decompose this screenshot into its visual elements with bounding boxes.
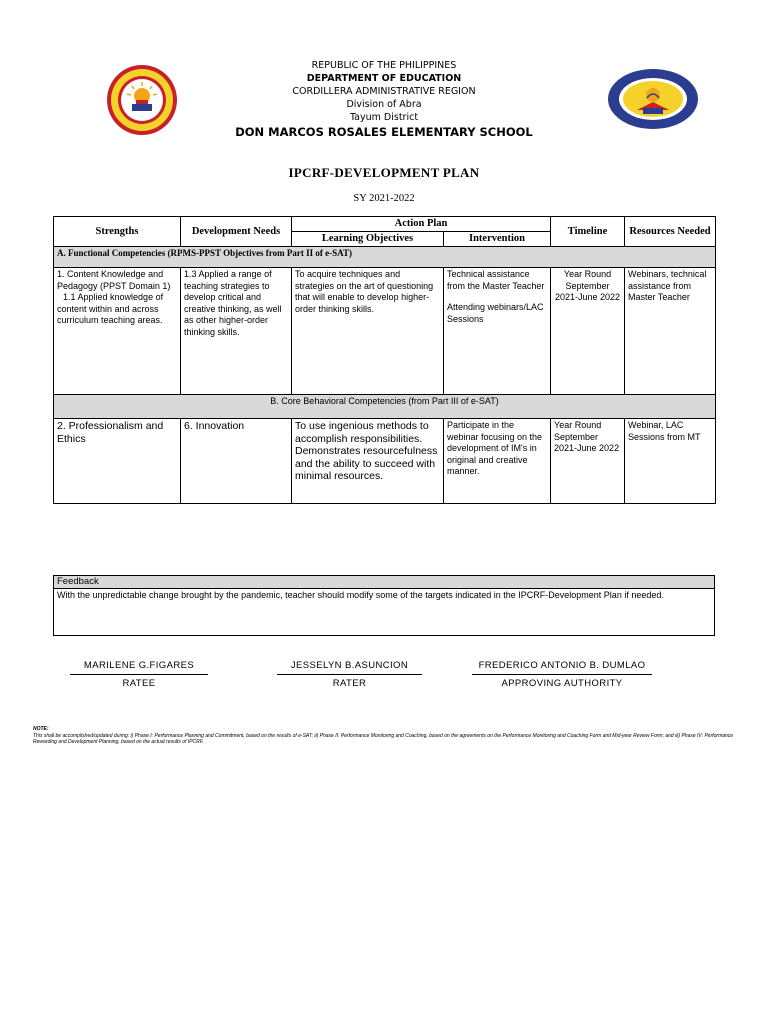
row-b-timeline: Year Round September 2021-June 2022 (551, 419, 625, 504)
note-label: NOTE: (33, 726, 49, 732)
header-republic: REPUBLIC OF THE PHILIPPINES (311, 60, 457, 71)
approving-authority-role: APPROVING AUTHORITY (501, 678, 623, 689)
rater-name: JESSELYN B.ASUNCION (277, 660, 422, 675)
header-block (0, 59, 768, 124)
signatory-ratee (70, 660, 208, 689)
ratee-role: RATEE (122, 678, 156, 689)
feedback-text: With the unpredictable change brought by the pandemic, teacher should modify some of the targets indicated in the IPCRF-Development Plan if needed. (57, 590, 664, 600)
header-learning-objectives: Learning Objectives (292, 232, 444, 247)
row-a-intervention-1: Technical assistance from the Master Teacher (447, 269, 545, 291)
approving-authority-name: FREDERICO ANTONIO B. DUMLAO (472, 660, 652, 675)
header-timeline: Timeline (551, 217, 625, 247)
header-development-needs: Development Needs (181, 217, 292, 247)
document-title: IPCRF-DEVELOPMENT PLAN (288, 165, 480, 180)
feedback-label: Feedback (54, 576, 714, 589)
row-a-resources: Webinars, technical assistance from Master Teacher (625, 268, 716, 395)
section-b-label: B. Core Behavioral Competencies (from Part III of e-SAT) (54, 395, 716, 419)
note-block (33, 726, 738, 746)
row-a-learning-objectives: To acquire techniques and strategies on the art of questioning that will enable to develop higher- order thinking skills. (292, 268, 444, 395)
header-intervention: Intervention (444, 232, 551, 247)
header-department: DEPARTMENT OF EDUCATION (306, 73, 462, 84)
row-a-development-needs: 1.3 Applied a range of teaching strategies to develop critical and creative thinking, as well as other higher-order thinking skills. (181, 268, 292, 395)
signatory-rater (277, 660, 422, 689)
section-a-label: A. Functional Competencies (RPMS-PPST Objectives from Part II of e-SAT) (54, 247, 716, 268)
row-a-intervention (444, 268, 551, 395)
school-name: DON MARCOS ROSALES ELEMENTARY SCHOOL (235, 125, 533, 139)
header-resources-needed: Resources Needed (625, 217, 716, 247)
rater-role: RATER (332, 678, 367, 689)
row-a-strengths-sub: 1.1 Applied knowledge of content within and across curriculum teaching areas. (57, 292, 164, 325)
header-action-plan: Action Plan (292, 217, 551, 232)
row-a-intervention-2: Attending webinars/LAC Sessions (447, 302, 544, 324)
row-a-strengths (54, 268, 181, 395)
development-plan-table (53, 216, 716, 504)
row-b-development-needs: 6. Innovation (181, 419, 292, 504)
row-a-strengths-main: 1. Content Knowledge and Pedagogy (PPST Domain 1) (57, 269, 171, 291)
signatory-approving-authority (472, 660, 652, 689)
header-region: CORDILLERA ADMINISTRATIVE REGION (292, 86, 476, 97)
row-b-learning-objectives: To use ingenious methods to accomplish responsibilities. Demonstrates resourcefulness and the ability to succeed with minimal resources. (292, 419, 444, 504)
header-strengths: Strengths (54, 217, 181, 247)
school-year: SY 2021-2022 (353, 193, 415, 204)
ratee-name: MARILENE G.FIGARES (70, 660, 208, 675)
feedback-box (53, 575, 715, 636)
row-a-timeline: Year Round September 2021-June 2022 (551, 268, 625, 395)
row-b-strengths: 2. Professionalism and Ethics (54, 419, 181, 504)
header-district: Tayum District (349, 112, 419, 123)
row-b-intervention: Participate in the webinar focusing on the development of IM's in original and creative manner. (444, 419, 551, 504)
header-division: Division of Abra (346, 99, 422, 110)
note-text: This shall be accomplished/updated during: i) Phase I: Performance Planning and Commitment, based on the results of e-SAT; ii) Phase II: Performance Monitoring and Coaching, based on the agreements on the Performance Monitoring and Coaching Form and Mid-year Review Form; and iii) Phase IV: Performance Rewarding and Development Planning, based on the actual results of IPCRF. (33, 732, 734, 745)
row-b-resources: Webinar, LAC Sessions from MT (625, 419, 716, 504)
